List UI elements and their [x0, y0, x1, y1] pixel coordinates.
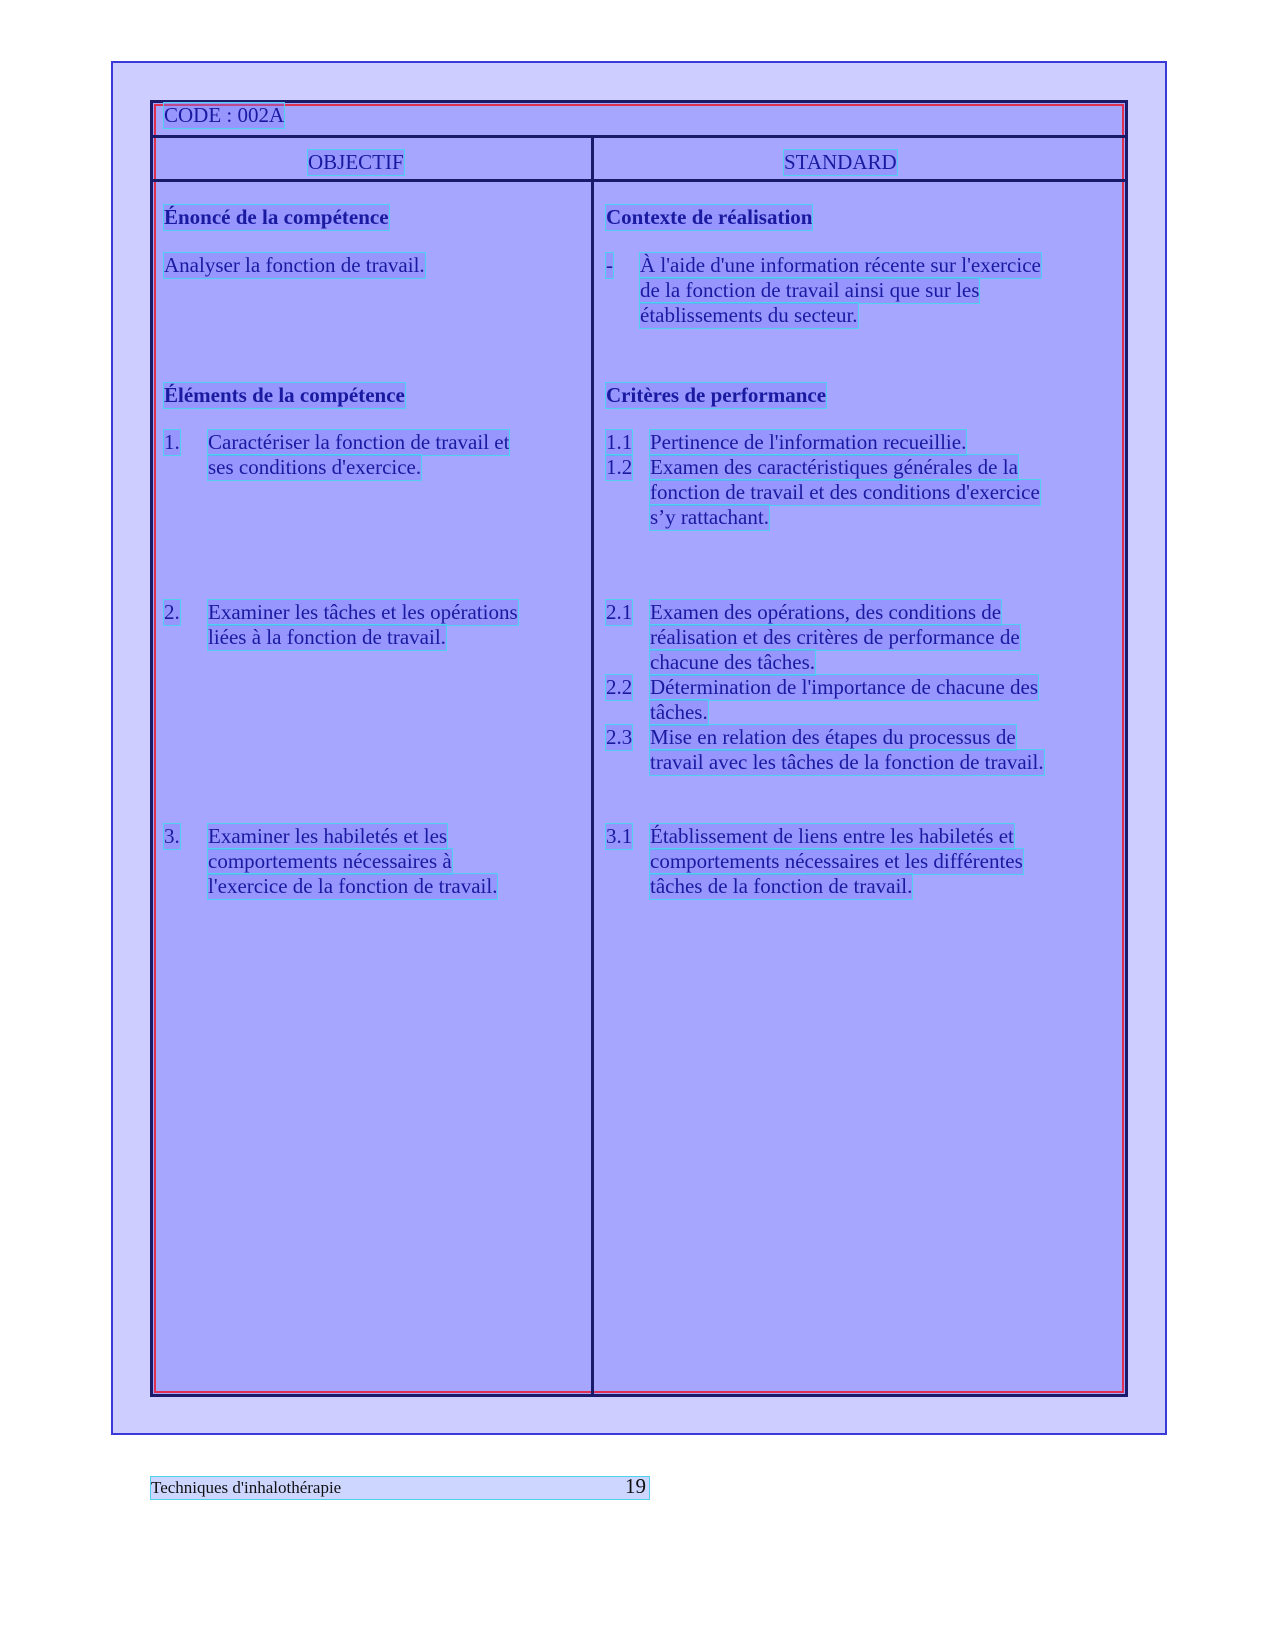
- critere-line: Examen des caractéristiques générales de la: [650, 455, 1018, 479]
- critere-number: 1.2: [606, 455, 633, 479]
- critere-line: réalisation et des critères de performance de: [650, 625, 1020, 649]
- footer-title: Techniques d'inhalothérapie: [151, 1478, 342, 1497]
- critere-line: tâches de la fonction de travail.: [650, 874, 913, 898]
- element-line: l'exercice de la fonction de travail.: [208, 874, 498, 898]
- criteres-title: Critères de performance: [606, 383, 827, 407]
- element-line: Examiner les habiletés et les: [208, 824, 448, 848]
- element-line: ses conditions d'exercice.: [208, 455, 422, 479]
- critere-line: s’y rattachant.: [650, 505, 769, 529]
- element-line: Caractériser la fonction de travail et: [208, 430, 510, 454]
- critere-line: Établissement de liens entre les habiletés et: [650, 824, 1014, 848]
- page-number: 19: [625, 1474, 646, 1498]
- header-objectif: OBJECTIF: [308, 150, 404, 174]
- header-standard: STANDARD: [784, 150, 897, 174]
- critere-line: Mise en relation des étapes du processus de: [650, 725, 1016, 749]
- elements-title: Éléments de la compétence: [164, 383, 405, 407]
- enonce-text: Analyser la fonction de travail.: [164, 253, 425, 277]
- contexte-line: À l'aide d'une information récente sur l'exercice: [640, 253, 1041, 277]
- contexte-line: de la fonction de travail ainsi que sur les: [640, 278, 980, 302]
- critere-line: tâches.: [650, 700, 708, 724]
- element-line: Examiner les tâches et les opérations: [208, 600, 518, 624]
- critere-line: chacune des tâches.: [650, 650, 815, 674]
- code-label: CODE : 002A: [164, 103, 285, 127]
- element-line: comportements nécessaires à: [208, 849, 452, 873]
- critere-number: 3.1: [606, 824, 633, 848]
- critere-number: 2.2: [606, 675, 633, 699]
- critere-number: 2.3: [606, 725, 633, 749]
- critere-line: Pertinence de l'information recueillie.: [650, 430, 967, 454]
- enonce-title: Énoncé de la compétence: [164, 205, 389, 229]
- contexte-title: Contexte de réalisation: [606, 205, 813, 229]
- element-number: 3.: [164, 824, 180, 848]
- header-row-divider: [153, 179, 1125, 182]
- critere-line: travail avec les tâches de la fonction de travail.: [650, 750, 1044, 774]
- critere-line: fonction de travail et des conditions d'exercice: [650, 480, 1040, 504]
- element-line: liées à la fonction de travail.: [208, 625, 446, 649]
- contexte-line: établissements du secteur.: [640, 303, 858, 327]
- critere-number: 2.1: [606, 600, 633, 624]
- critere-line: Examen des opérations, des conditions de: [650, 600, 1002, 624]
- column-divider: [591, 138, 594, 1394]
- code-row-divider: [153, 135, 1125, 138]
- element-number: 2.: [164, 600, 180, 624]
- contexte-bullet: -: [606, 253, 613, 277]
- critere-number: 1.1: [606, 430, 633, 454]
- critere-line: comportements nécessaires et les différentes: [650, 849, 1023, 873]
- critere-line: Détermination de l'importance de chacune des: [650, 675, 1039, 699]
- element-number: 1.: [164, 430, 180, 454]
